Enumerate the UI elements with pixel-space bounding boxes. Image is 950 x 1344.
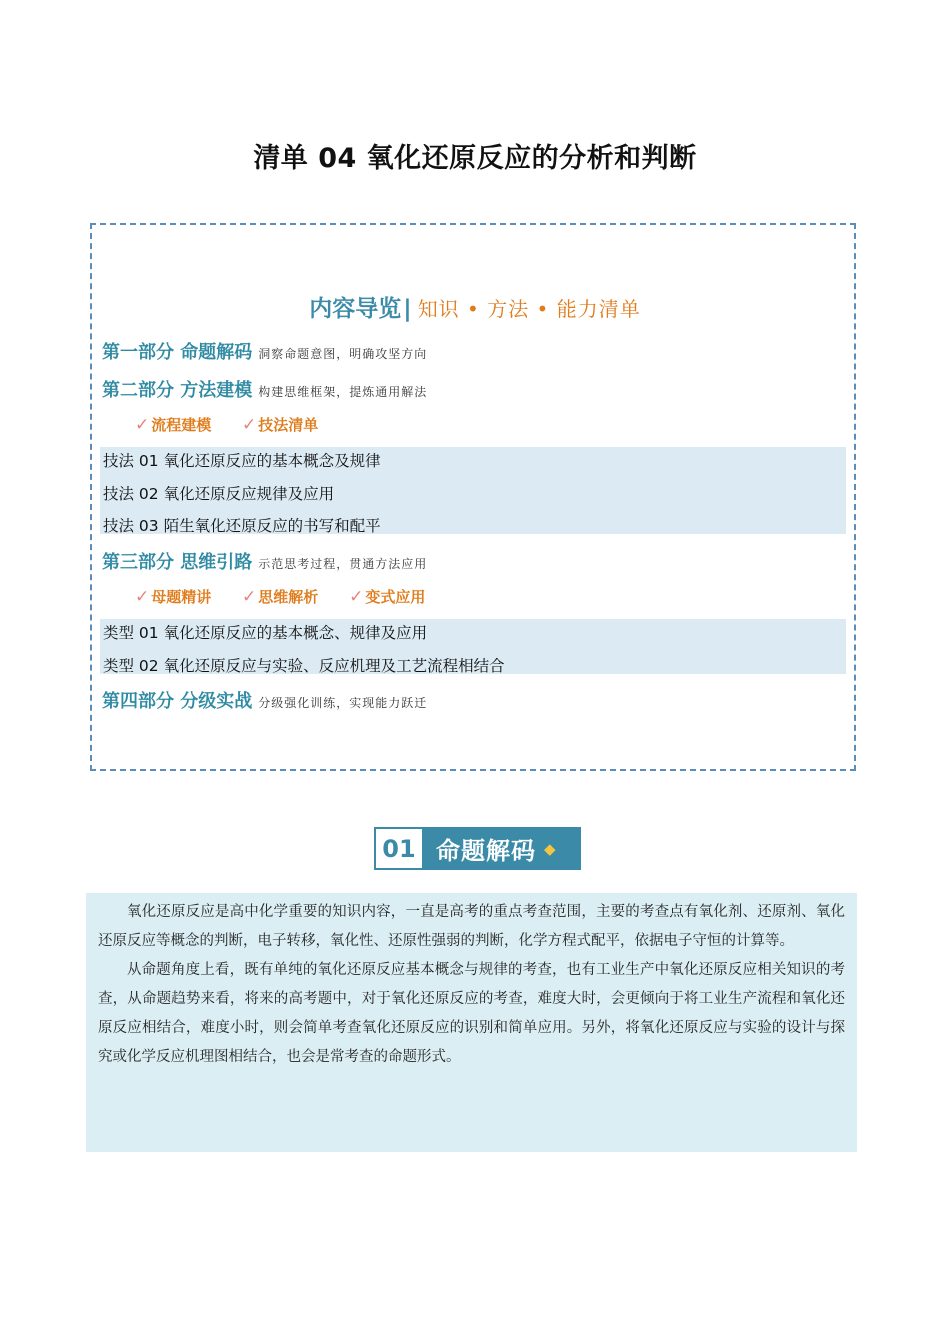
type-item-1: 类型 01 氧化还原反应的基本概念、规律及应用 [103, 624, 428, 642]
check-icon: ✓ [135, 415, 150, 435]
part-4-title: 第四部分 分级实战 [102, 691, 253, 712]
part-2-check-row [135, 414, 344, 435]
document-title: 清单 04 氧化还原反应的分析和判断 [253, 143, 697, 174]
section-1-label: 命题解码 [436, 837, 536, 865]
diamond-icon: ◆ [544, 839, 557, 858]
section-1-number: 01 [376, 829, 422, 868]
technique-item-3: 技法 03 陌生氧化还原反应的书写和配平 [103, 517, 381, 535]
check-icon: ✓ [242, 415, 257, 435]
overview-heading-separator: | [403, 296, 412, 322]
part-2-title: 第二部分 方法建模 [102, 380, 253, 401]
technique-item-1: 技法 01 氧化还原反应的基本概念及规律 [103, 452, 381, 470]
part-1-title: 第一部分 命题解码 [102, 342, 253, 363]
check-icon: ✓ [349, 587, 364, 607]
check-item-technique-list [242, 414, 318, 435]
part-3-check-row [135, 586, 451, 607]
check-item-thinking-analysis [242, 586, 318, 607]
check-icon: ✓ [242, 587, 257, 607]
intro-paragraph-2: 从命题角度上看，既有单纯的氧化还原反应基本概念与规律的考查，也有工业生产中氧化还原反应相关知识的考查，从命题趋势来看，将来的高考题中，对于氧化还原反应的考查，难度大时，会更倾向于将工业生产流程和氧化还原反应相结合，难度小时，则会简单考查氧化还原反应的识别和简单应用。另外，将氧化还原反应与实验的设计与探究或化学反应机理图相结合，也会是常考查的命题形式。 [98, 962, 845, 1065]
check-label: 母题精讲 [151, 588, 212, 606]
overview-subheading: 知识 • 方法 • 能力清单 [417, 297, 641, 321]
part-1-desc: 洞察命题意图，明确攻坚方向 [258, 347, 428, 361]
overview-heading [0, 290, 950, 323]
check-item-variant-application [349, 586, 425, 607]
check-item-process-modeling [135, 414, 211, 435]
check-label: 变式应用 [365, 588, 426, 606]
part-3-line [102, 548, 427, 574]
part-3-desc: 示范思考过程，贯通方法应用 [258, 557, 428, 571]
type-item-2: 类型 02 氧化还原反应与实验、反应机理及工艺流程相结合 [103, 657, 505, 675]
check-label: 思维解析 [258, 588, 319, 606]
check-label: 流程建模 [151, 416, 212, 434]
part-4-desc: 分级强化训练，实现能力跃迁 [258, 696, 428, 710]
section-1-label-box [422, 829, 579, 868]
section-1-badge [374, 827, 581, 870]
part-4-line [102, 687, 427, 713]
part-2-desc: 构建思维框架，提炼通用解法 [258, 385, 428, 399]
section-1-intro-panel [86, 893, 857, 1152]
part-3-title: 第三部分 思维引路 [102, 552, 253, 573]
check-item-mother-question [135, 586, 211, 607]
technique-item-2: 技法 02 氧化还原反应规律及应用 [103, 485, 335, 503]
part-2-line [102, 376, 427, 402]
overview-heading-main: 内容导览 [309, 296, 402, 322]
intro-paragraph-1: 氧化还原反应是高中化学重要的知识内容，一直是高考的重点考查范围，主要的考查点有氧化剂、还原剂、氧化还原反应等概念的判断，电子转移，氧化性、还原性强弱的判断，化学方程式配平，依据电子守恒的计算等。 [98, 904, 845, 949]
part-1-line [102, 338, 427, 364]
check-label: 技法清单 [258, 416, 319, 434]
check-icon: ✓ [135, 587, 150, 607]
